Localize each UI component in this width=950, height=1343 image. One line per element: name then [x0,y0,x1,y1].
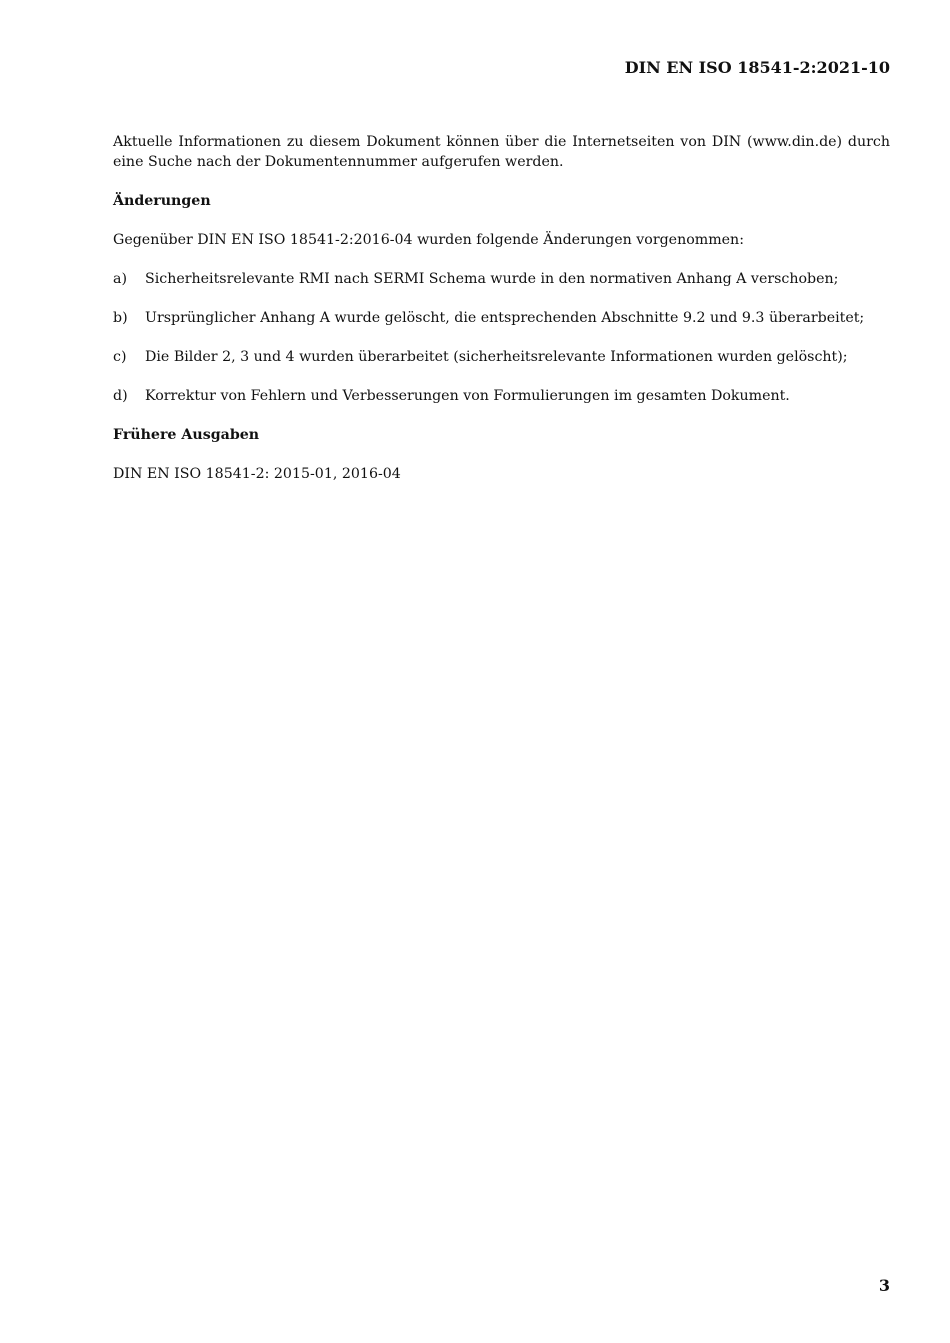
list-item [113,269,890,289]
list-marker: b) [113,310,128,326]
list-marker: a) [113,271,127,287]
list-marker: c) [113,349,127,365]
list-marker: d) [113,388,128,404]
page-number: 3 [878,1276,890,1295]
document-id-header: DIN EN ISO 18541-2:2021-10 [624,58,890,77]
list-item [113,347,890,367]
changes-heading: Änderungen [113,193,211,209]
list-item [113,308,890,328]
intro-paragraph: Aktuelle Informationen zu diesem Dokument können über die Internetseiten von DIN (www.din.de) durch eine Suche nach der Dokumentennummer aufgerufen werden. [113,134,890,170]
list-item-text: Die Bilder 2, 3 und 4 wurden überarbeitet (sicherheitsrelevante Informationen wurden gelöscht); [145,349,848,365]
page-content [113,132,890,503]
list-item-text: Korrektur von Fehlern und Verbesserungen von Formulierungen im gesamten Dokument. [145,388,790,404]
list-item-text: Sicherheitsrelevante RMI nach SERMI Schema wurde in den normativen Anhang A verschoben; [145,271,839,287]
previous-editions-heading: Frühere Ausgaben [113,427,260,443]
list-item [113,386,890,406]
changes-lead-paragraph: Gegenüber DIN EN ISO 18541-2:2016-04 wurden folgende Änderungen vorgenommen: [113,232,744,248]
changes-list [113,269,890,406]
previous-editions-text: DIN EN ISO 18541-2: 2015-01, 2016-04 [113,466,401,482]
list-item-text: Ursprünglicher Anhang A wurde gelöscht, die entsprechenden Abschnitte 9.2 und 9.3 überarbeitet; [145,310,865,326]
